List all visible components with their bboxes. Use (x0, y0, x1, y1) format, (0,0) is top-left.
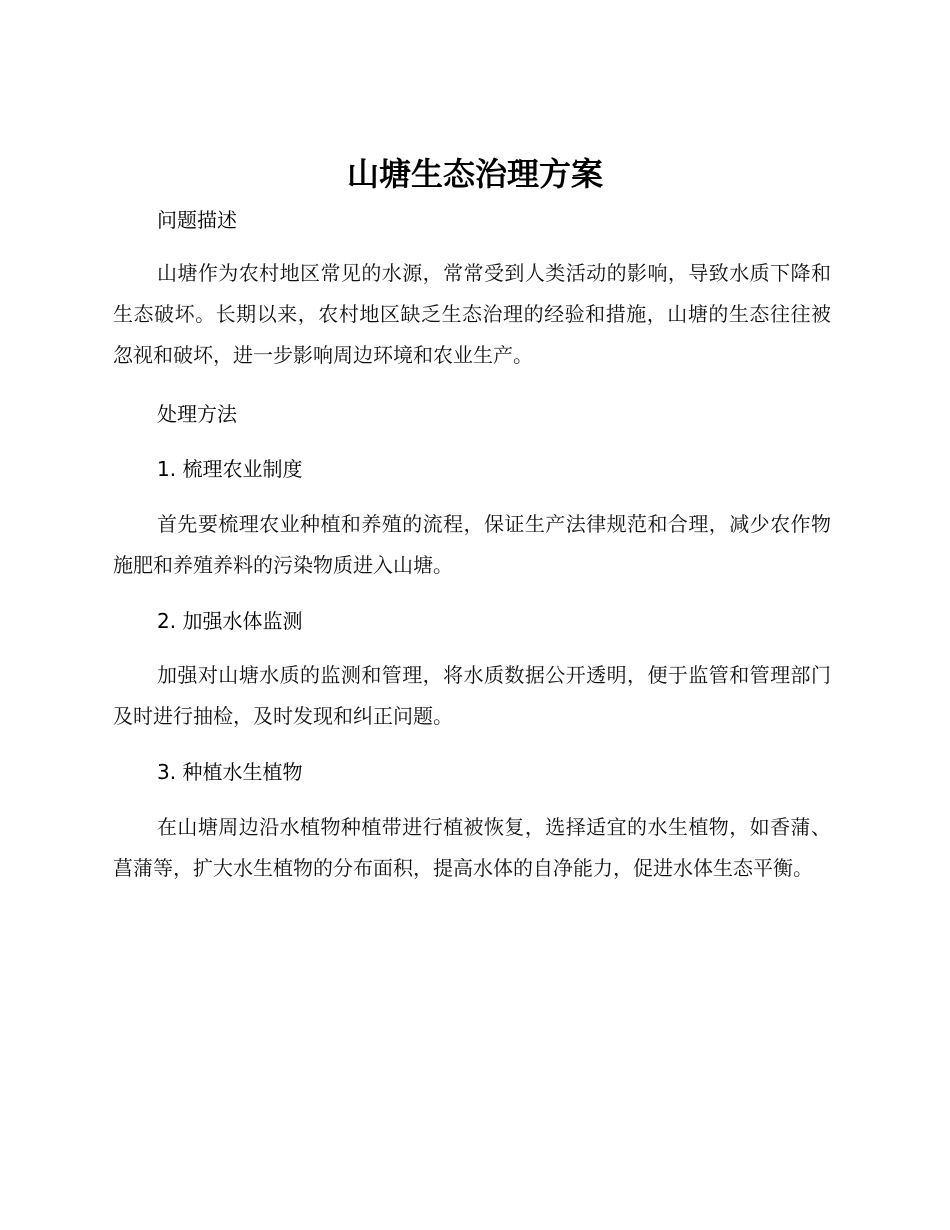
section-heading-problem: 问题描述 (157, 208, 237, 232)
document-title: 山塘生态治理方案 (346, 155, 603, 193)
section-heading-monitoring: 2. 加强水体监测 (157, 609, 303, 633)
section-paragraph-monitoring: 加强对山塘水质的监测和管理，将水质数据公开透明，便于监管和管理部门及时进行抽检，及时发现和纠正问题。 (113, 663, 831, 728)
section-paragraph-agriculture: 首先要梳理农业种植和养殖的流程，保证生产法律规范和合理，减少农作物施肥和养殖养料的污染物质进入山塘。 (113, 512, 831, 577)
section-paragraph-plants: 在山塘周边沿水植物种植带进行植被恢复，选择适宜的水生植物，如香蒲、菖蒲等，扩大水生植物的分布面积，提高水体的自净能力，促进水体生态平衡。 (113, 815, 831, 880)
section-heading-plants: 3. 种植水生植物 (157, 760, 303, 784)
section-heading-agriculture: 1. 梳理农业制度 (157, 457, 303, 481)
section-paragraph-problem: 山塘作为农村地区常见的水源，常常受到人类活动的影响，导致水质下降和生态破坏。长期以来，农村地区缺乏生态治理的经验和措施，山塘的生态往往被忽视和破坏，进一步影响周边环境和农业生产。 (113, 261, 831, 367)
section-heading-methods: 处理方法 (157, 402, 237, 426)
